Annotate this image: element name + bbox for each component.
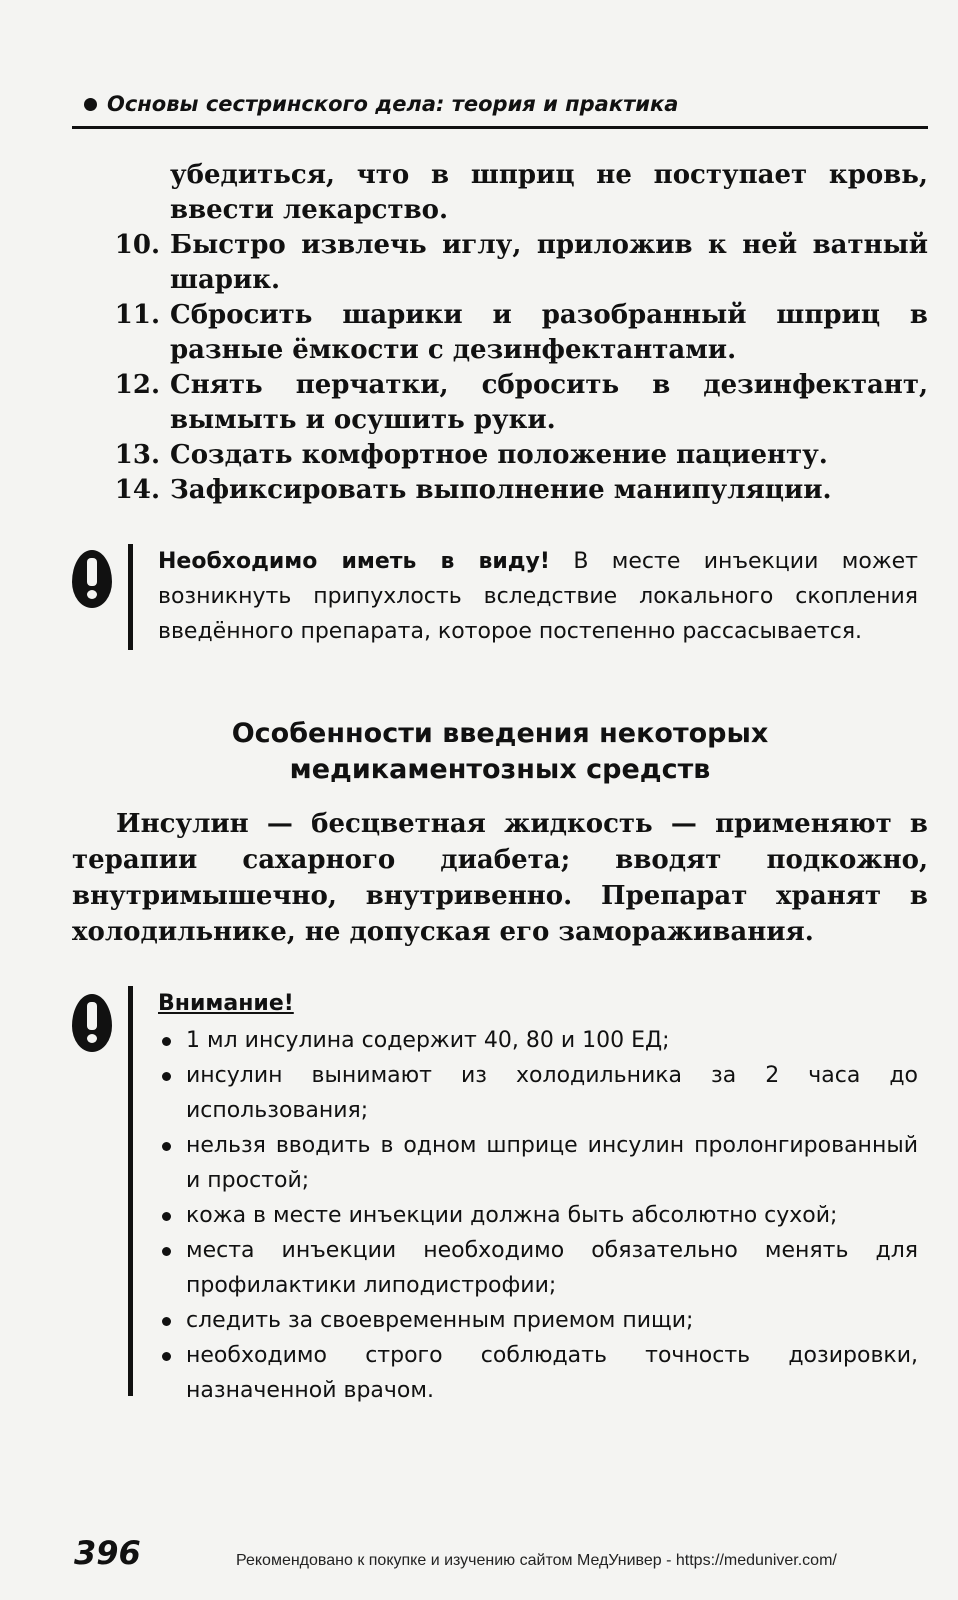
step-number: 14. (114, 475, 160, 505)
note-content: В месте инъекции может возникнуть припухлость вследствие локального скопления введённого препарата, которое постепенно рассасывается. (158, 549, 918, 644)
step-item (88, 368, 928, 438)
warning-item: места инъекции необходимо обязательно менять для профилактики липодистрофии; (158, 1233, 918, 1303)
warning-item: следить за своевременным приемом пищи; (158, 1303, 918, 1338)
step-item (88, 438, 928, 473)
note-bar (128, 544, 133, 650)
step-text: Быстро извлечь иглу, приложив к ней ватный шарик. (170, 230, 928, 295)
warning-item: инсулин вынимают из холодильника за 2 часа до использования; (158, 1058, 918, 1128)
warning-item: кожа в месте инъекции должна быть абсолютно сухой; (158, 1198, 918, 1233)
running-header-title: Основы сестринского дела: теория и практика (107, 92, 679, 116)
note-lead: Необходимо иметь в виду! (158, 549, 550, 574)
exclamation-icon (72, 994, 112, 1052)
step-text: Снять перчатки, сбросить в дезинфектант, вымыть и осушить руки. (170, 370, 928, 435)
note-box (72, 544, 928, 652)
header-bullet-icon (84, 98, 97, 111)
warning-item: нельзя вводить в одном шприце инсулин пролонгированный и простой; (158, 1128, 918, 1198)
step-item (88, 298, 928, 368)
warning-item: необходимо строго соблюдать точность дозировки, назначенной врачом. (158, 1338, 918, 1408)
warning-item: 1 мл инсулина содержит 40, 80 и 100 ЕД; (158, 1023, 918, 1058)
footer-note: Рекомендовано к покупке и изучению сайтом МедУнивер - https://meduniver.com/ (236, 1552, 837, 1569)
warning-title: Внимание! (158, 991, 294, 1016)
step-text: Зафиксировать выполнение манипуляции. (170, 475, 832, 505)
section-title-line: Особенности введения некоторых (231, 718, 769, 749)
page-number: 396 (74, 1534, 141, 1572)
warning-list (158, 1023, 918, 1408)
step-text: убедиться, что в шприц не поступает кровь, ввести лекарство. (170, 160, 928, 225)
section-title (72, 716, 928, 788)
header-rule (72, 126, 928, 129)
warning-body (158, 986, 918, 1408)
step-text: Создать комфортное положение пациенту. (170, 440, 828, 470)
warning-bar (128, 986, 133, 1396)
step-number: 12. (114, 370, 160, 400)
step-text: Сбросить шарики и разобранный шприц в разные ёмкости с дезинфектантами. (170, 300, 928, 365)
procedure-steps (88, 158, 928, 508)
note-text (158, 544, 918, 649)
insulin-paragraph: Инсулин — бесцветная жидкость — применяют в терапии сахарного диабета; вводят подкожно, внутримышечно, внутривенно. Препарат хранят в холодильнике, не допуская его замораживания. (72, 809, 928, 947)
exclamation-icon (72, 550, 112, 608)
section-title-line: медикаментозных средств (289, 754, 711, 785)
warning-box (72, 986, 928, 1403)
step-item (88, 228, 928, 298)
step-item (88, 473, 928, 508)
running-header (72, 92, 928, 116)
step-item (88, 158, 928, 228)
step-number: 11. (114, 300, 160, 330)
step-number: 13. (114, 440, 160, 470)
step-number: 10. (114, 230, 160, 260)
